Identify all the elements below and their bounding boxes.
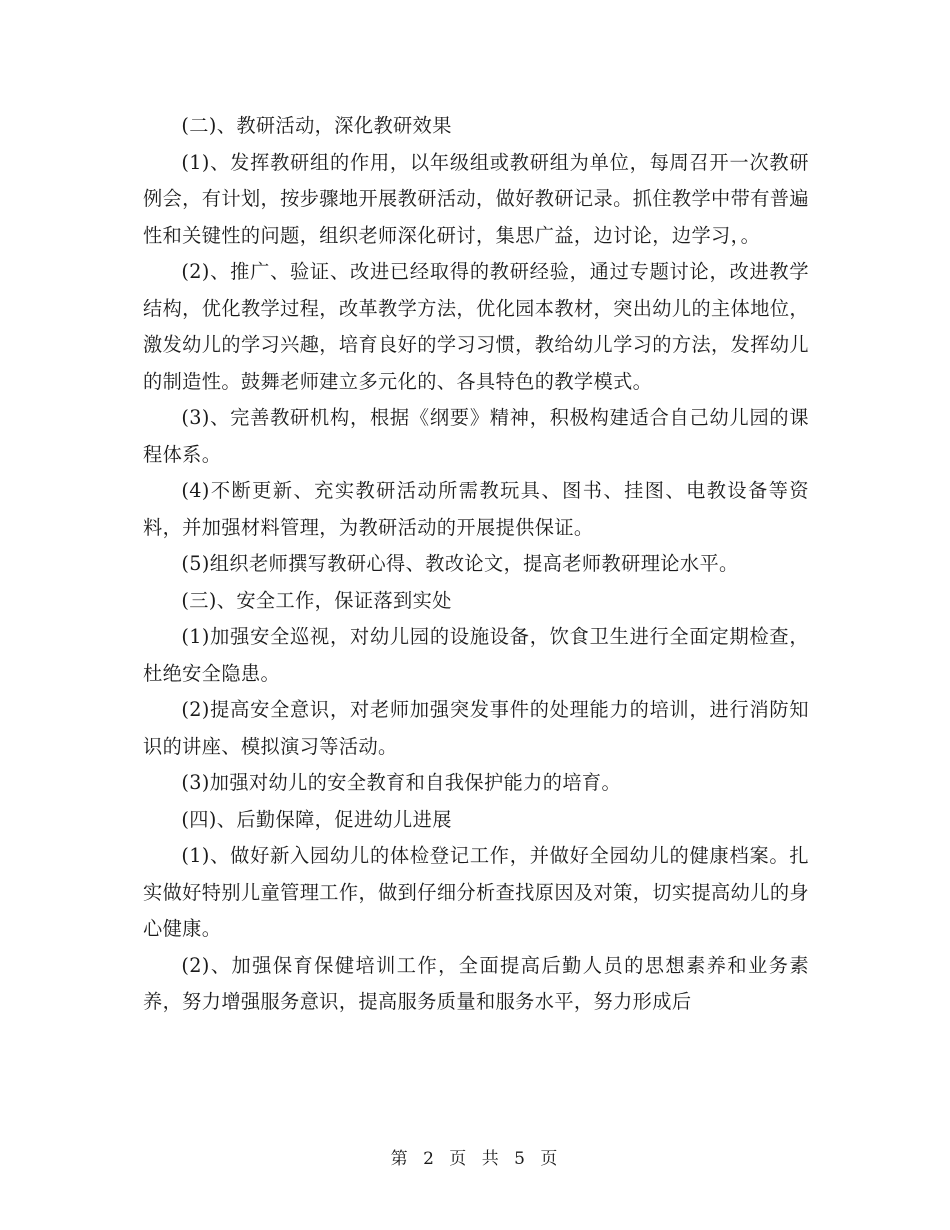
section-heading-research: (二)、教研活动，深化教研效果 <box>181 114 452 137</box>
paragraph: (1)加强安全巡视，对幼儿园的设施设备，饮食卫生进行全面定期检查，杜绝安全隐患。 <box>143 625 809 685</box>
paragraph: (2)提高安全意识，对老师加强突发事件的处理能力的培训，进行消防知识的讲座、模拟演习等活动。 <box>143 698 809 758</box>
paragraph: (3)加强对幼儿的安全教育和自我保护能力的培育。 <box>181 771 622 794</box>
page-number-footer: 第 2 页 共 5 页 <box>390 1149 560 1169</box>
paragraph: (3)、完善教研机构，根据《纲要》精神，积极构建适合自己幼儿园的课程体系。 <box>143 406 809 466</box>
section-heading-safety: (三)、安全工作，保证落到实处 <box>181 588 452 612</box>
paragraph: (5)组织老师撰写教研心得、教改论文，提高老师教研理论水平。 <box>181 552 739 575</box>
paragraph: (1)、发挥教研组的作用，以年级组或教研组为单位，每周召开一次教研例会，有计划，按步骤地开展教研活动，做好教研记录。抓住教学中带有普遍性和关键性的问题，组织老师深化研讨，集思广益，边讨论，边学习，。 <box>143 150 809 247</box>
section-heading-logistics: (四)、后勤保障，促进幼儿进展 <box>181 807 452 831</box>
paragraph: (1)、做好新入园幼儿的体检登记工作，并做好全园幼儿的健康档案。扎实做好特别儿童管理工作，做到仔细分析查找原因及对策，切实提高幼儿的身心健康。 <box>143 844 809 940</box>
document-body <box>143 108 809 1021</box>
paragraph: (2)、加强保育保健培训工作，全面提高后勤人员的思想素养和业务素养，努力增强服务意识，提高服务质量和服务水平，努力形成后 <box>143 953 809 1013</box>
paragraph: (4)不断更新、充实教研活动所需教玩具、图书、挂图、电教设备等资料，并加强材料管理，为教研活动的开展提供保证。 <box>143 479 809 539</box>
paragraph: (2)、推广、验证、改进已经取得的教研经验，通过专题讨论，改进教学结构，优化教学过程，改革教学方法，优化园本教材，突出幼儿的主体地位，激发幼儿的学习兴趣，培育良好的学习习惯，教给幼儿学习的方法，发挥幼儿的制造性。鼓舞老师建立多元化的、各具特色的教学模式。 <box>143 260 809 393</box>
